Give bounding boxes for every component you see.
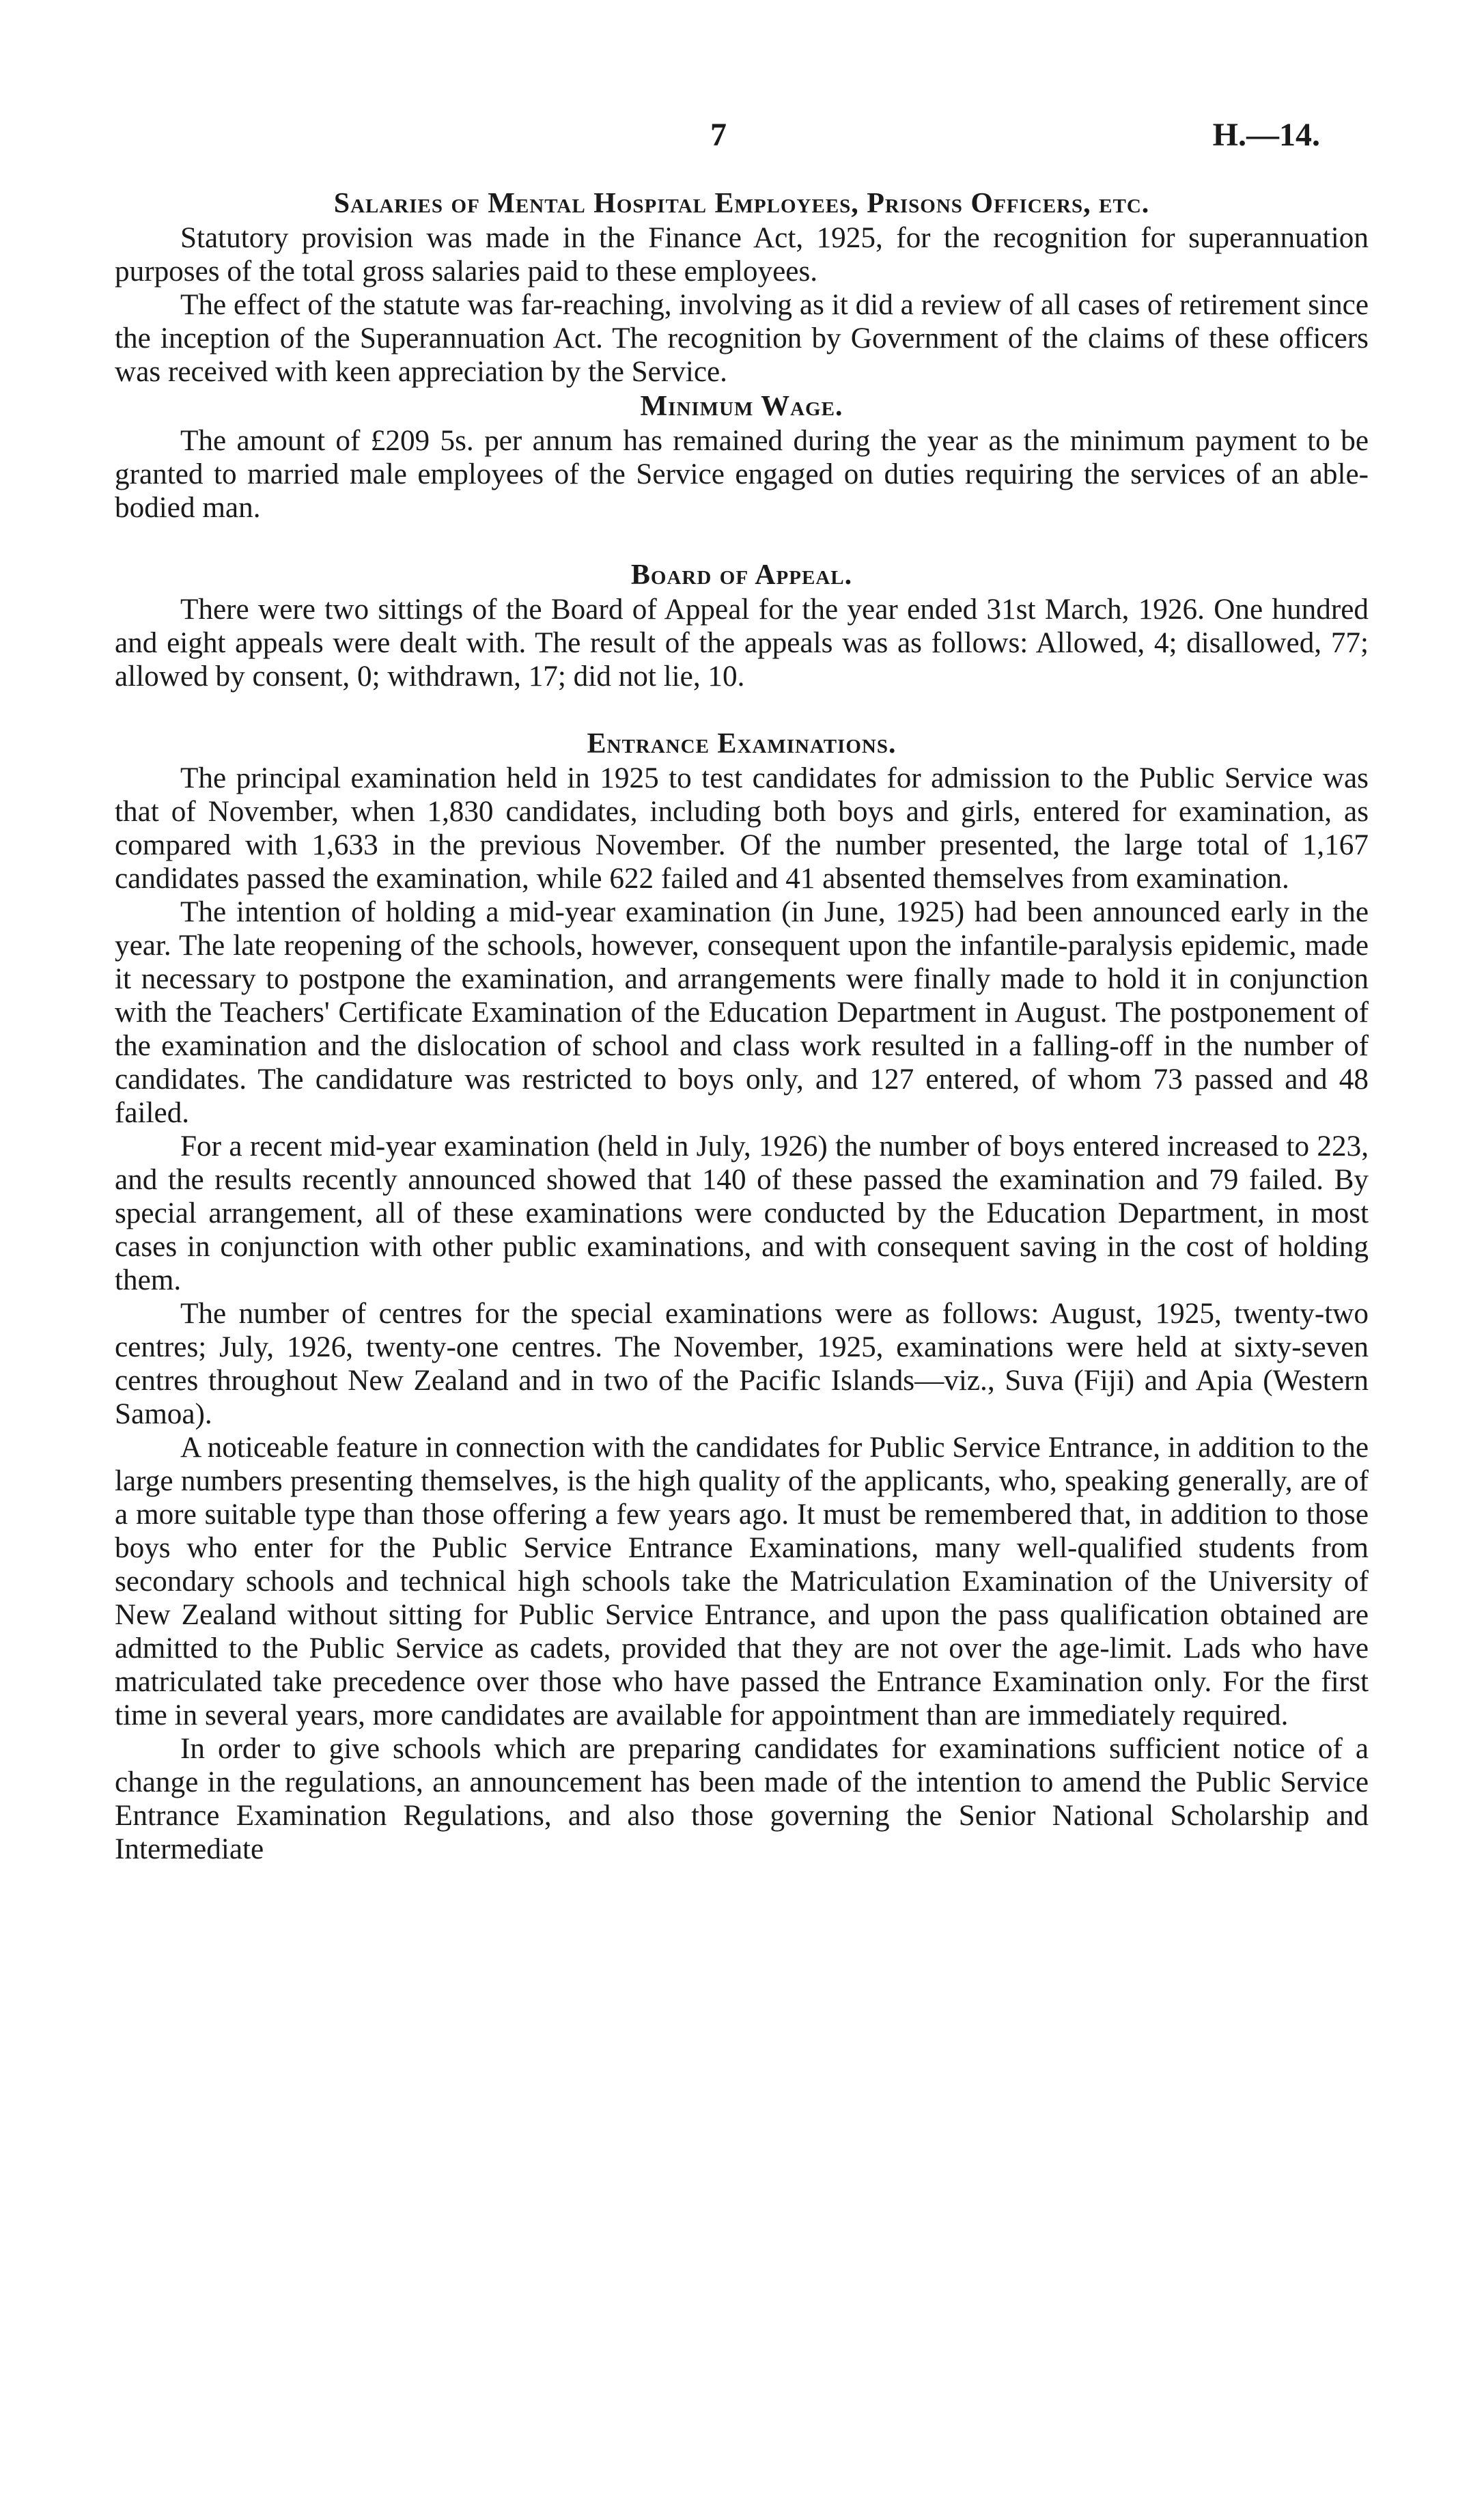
paragraph: For a recent mid-year examination (held in July, 1926) the number of boys entered increased to 223, and the results recently announced showed that 140 of these passed the examination and 79 failed. By special arrangement, all of these examinations were conducted by the Education Department, in most cases in conjunction with other public examinations, and with consequent saving in the cost of holding them. xyxy=(115,1130,1369,1296)
paragraph: In order to give schools which are preparing candidates for examinations sufficient notice of a change in the regulations, an announcement has been made of the intention to amend the Public Service Entrance Examination Regulations, and also those governing the Senior National Scholarship and Intermediate xyxy=(115,1733,1369,1865)
paragraph: The principal examination held in 1925 to test candidates for admission to the Public Service was that of November, when 1,830 candidates, including both boys and girls, entered for examination, as compared with 1,633 in the previous November. Of the number presented, the large total of 1,167 candidates passed the examination, while 622 failed and 41 absented themselves from examination. xyxy=(115,762,1369,895)
paragraph: The intention of holding a mid-year examination (in June, 1925) had been announced early in the year. The late reopening of the schools, however, consequent upon the infantile-paralysis epidemic, made it necessary to postpone the examination, and arrangements were finally made to hold it in conjunction with the Teachers' Certificate Examination of the Education Department in August. The postponement of the examination and the dislocation of school and class work resulted in a falling-off in the number of candidates. The candidature was restricted to boys only, and 127 entered, of whom 73 passed and 48 failed. xyxy=(115,896,1369,1129)
page-body xyxy=(115,186,1369,1866)
document-reference: H.—14. xyxy=(1212,117,1320,153)
section-heading-salaries: Salaries of Mental Hospital Employees, Prisons Officers, etc. xyxy=(333,188,1150,219)
paragraph: The number of centres for the special examinations were as follows: August, 1925, twenty-two centres; July, 1926, twenty-one centres. The November, 1925, examinations were held at sixty-seven centres throughout New Zealand and in two of the Pacific Islands—viz., Suva (Fiji) and Apia (Western Samoa). xyxy=(115,1298,1369,1430)
section-heading-board-of-appeal: Board of Appeal. xyxy=(630,559,853,591)
paragraph: A noticeable feature in connection with the candidates for Public Service Entrance, in addition to the large numbers presenting themselves, is the high quality of the applicants, who, speaking generally, are of a more suitable type than those offering a few years ago. It must be remembered that, in addition to those boys who enter for the Public Service Entrance Examinations, many well-qualified students from secondary schools and technical high schools take the Matriculation Examination of the University of New Zealand without sitting for Public Service Entrance, and upon the pass qualification obtained are admitted to the Public Service as cadets, provided that they are not over the age-limit. Lads who have matriculated take precedence over those who have passed the Entrance Examination only. For the first time in several years, more candidates are available for appointment than are immediately required. xyxy=(115,1432,1369,1731)
paragraph: Statutory provision was made in the Finance Act, 1925, for the recognition for superannuation purposes of the total gross salaries paid to these employees. xyxy=(115,222,1369,288)
page-header xyxy=(0,116,1484,171)
paragraph: The amount of £209 5s. per annum has remained during the year as the minimum payment to be granted to married male employees of the Service engaged on duties requiring the services of an able-bodied man. xyxy=(115,425,1369,524)
paragraph: The effect of the statute was far-reaching, involving as it did a review of all cases of retirement since the inception of the Superannuation Act. The recognition by Government of the claims of these officers was received with keen appreciation by the Service. xyxy=(115,289,1369,388)
page-number: 7 xyxy=(710,117,727,153)
section-heading-entrance-examinations: Entrance Examinations. xyxy=(587,728,897,760)
section-heading-minimum-wage: Minimum Wage. xyxy=(640,391,843,422)
paragraph: There were two sittings of the Board of Appeal for the year ended 31st March, 1926. One hundred and eight appeals were dealt with. The result of the appeals was as follows: Allowed, 4; disallowed, 77; allowed by consent, 0; withdrawn, 17; did not lie, 10. xyxy=(115,594,1369,693)
